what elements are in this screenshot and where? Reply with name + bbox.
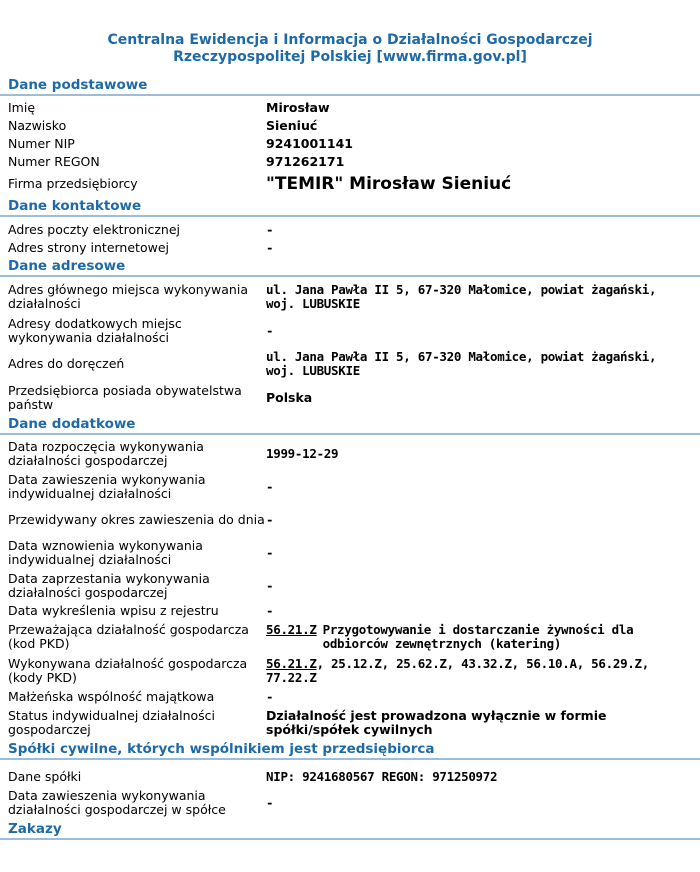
row-suspend-period xyxy=(0,503,700,536)
row-start-date xyxy=(0,437,700,470)
row-delivery-address xyxy=(0,347,700,381)
first-name-value: Mirosław xyxy=(266,99,330,115)
website-value: - xyxy=(266,240,274,255)
suspend-period-label: Przewidywany okres zawieszenia do dnia xyxy=(8,511,265,527)
row-extra-address xyxy=(0,315,700,347)
email-value: - xyxy=(266,222,274,237)
partnership-data-value: NIP: 9241680567 REGON: 971250972 xyxy=(266,769,498,784)
section-additional-heading: Dane dodatkowe xyxy=(0,415,700,435)
row-main-pkd xyxy=(0,620,700,654)
regon-label: Numer REGON xyxy=(8,154,100,169)
main-pkd-description: Przygotowywanie i dostarczanie żywności dla odbiorców zewnętrznych (katering) xyxy=(322,622,634,651)
nip-label: Numer NIP xyxy=(8,136,75,151)
last-name-label: Nazwisko xyxy=(8,118,67,133)
registry-header xyxy=(0,0,700,66)
main-address-label: Adres głównego miejsca wykonywania działalności xyxy=(8,282,248,311)
marital-label: Małżeńska wspólność majątkowa xyxy=(8,689,215,704)
extra-address-value: - xyxy=(266,323,274,338)
row-marital xyxy=(0,688,700,706)
email-label: Adres poczty elektronicznej xyxy=(8,222,181,237)
partnership-suspend-label: Data zawieszenia wykonywania działalności gospodarczej w spółce xyxy=(8,788,226,817)
first-name-label: Imię xyxy=(8,99,36,115)
row-partnership-data xyxy=(0,768,700,786)
removal-date-value: - xyxy=(266,603,274,618)
section-bans-heading: Zakazy xyxy=(0,820,700,840)
row-pkd-codes xyxy=(0,654,700,688)
main-pkd-value xyxy=(266,623,692,651)
row-regon xyxy=(0,153,700,171)
suspend-date-label: Data zawieszenia wykonywania indywidualnej działalności xyxy=(8,471,206,501)
removal-date-label: Data wykreślenia wpisu z rejestru xyxy=(8,603,219,618)
row-first-name xyxy=(0,98,700,117)
partnership-data-label: Dane spółki xyxy=(8,769,82,784)
resume-date-value: - xyxy=(266,544,274,560)
registry-title-line2: Rzeczypospolitej Polskiej [www.firma.gov.pl] xyxy=(173,49,527,65)
row-status xyxy=(0,706,700,740)
pkd-codes-label: Wykonywana działalność gospodarcza (kody PKD) xyxy=(8,656,248,685)
section-address-heading: Dane adresowe xyxy=(0,257,700,277)
pkd-codes-value xyxy=(266,657,692,685)
delivery-address-value: ul. Jana Pawła II 5, 67-320 Małomice, powiat żagański, woj. LUBUSKIE xyxy=(266,349,657,378)
resume-date-label: Data wznowienia wykonywania indywidualnej działalności xyxy=(8,537,203,567)
last-name-value: Sieniuć xyxy=(266,118,318,133)
main-pkd-code[interactable]: 56.21.Z xyxy=(266,622,317,637)
row-company xyxy=(0,171,700,197)
row-last-name xyxy=(0,117,700,135)
row-website xyxy=(0,239,700,257)
status-label: Status indywidualnej działalności gospodarczej xyxy=(8,708,216,737)
start-date-value: 1999-12-29 xyxy=(266,445,339,461)
suspend-period-value: - xyxy=(266,511,274,527)
main-address-value: ul. Jana Pawła II 5, 67-320 Małomice, powiat żagański, woj. LUBUSKIE xyxy=(266,282,657,311)
website-label: Adres strony internetowej xyxy=(8,240,169,255)
section-partnerships-heading: Spółki cywilne, których wspólnikiem jest przedsiębiorca xyxy=(0,740,700,760)
marital-value: - xyxy=(266,689,274,704)
cease-date-label: Data zaprzestania wykonywania działalności gospodarczej xyxy=(8,570,210,600)
row-removal-date xyxy=(0,602,700,620)
row-nip xyxy=(0,135,700,153)
pkd-first-code[interactable]: 56.21.Z xyxy=(266,656,317,671)
row-email xyxy=(0,221,700,239)
row-partnership-suspend xyxy=(0,786,700,820)
start-date-label: Data rozpoczęcia wykonywania działalności gospodarczej xyxy=(8,438,204,468)
section-contact-heading: Dane kontaktowe xyxy=(0,197,700,217)
pkd-other-codes: , 25.12.Z, 25.62.Z, 43.32.Z, 56.10.A, 56.29.Z, 77.22.Z xyxy=(266,656,649,685)
section-basic-heading: Dane podstawowe xyxy=(0,76,700,96)
extra-address-label: Adresy dodatkowych miejsc wykonywania działalności xyxy=(8,316,182,345)
main-pkd-label: Przeważająca działalność gospodarcza (kod PKD) xyxy=(8,622,249,651)
cease-date-value: - xyxy=(266,577,274,593)
delivery-address-label: Adres do doręczeń xyxy=(8,356,125,371)
nip-value: 9241001141 xyxy=(266,136,353,151)
row-cease-date xyxy=(0,569,700,602)
regon-value: 971262171 xyxy=(266,154,345,169)
partnership-suspend-value: - xyxy=(266,795,274,810)
company-value: "TEMIR" Mirosław Sieniuć xyxy=(266,174,512,194)
suspend-date-value: - xyxy=(266,478,274,494)
citizenship-label: Przedsiębiorca posiada obywatelstwa państw xyxy=(8,383,242,412)
row-suspend-date xyxy=(0,470,700,503)
row-citizenship xyxy=(0,381,700,415)
citizenship-value: Polska xyxy=(266,390,313,405)
company-label: Firma przedsiębiorcy xyxy=(8,176,138,191)
status-value: Działalność jest prowadzona wyłącznie w formie spółki/spółek cywilnych xyxy=(266,708,607,737)
row-resume-date xyxy=(0,536,700,569)
registry-title-line1: Centralna Ewidencja i Informacja o Działalności Gospodarczej xyxy=(107,32,593,48)
row-main-address xyxy=(0,279,700,315)
